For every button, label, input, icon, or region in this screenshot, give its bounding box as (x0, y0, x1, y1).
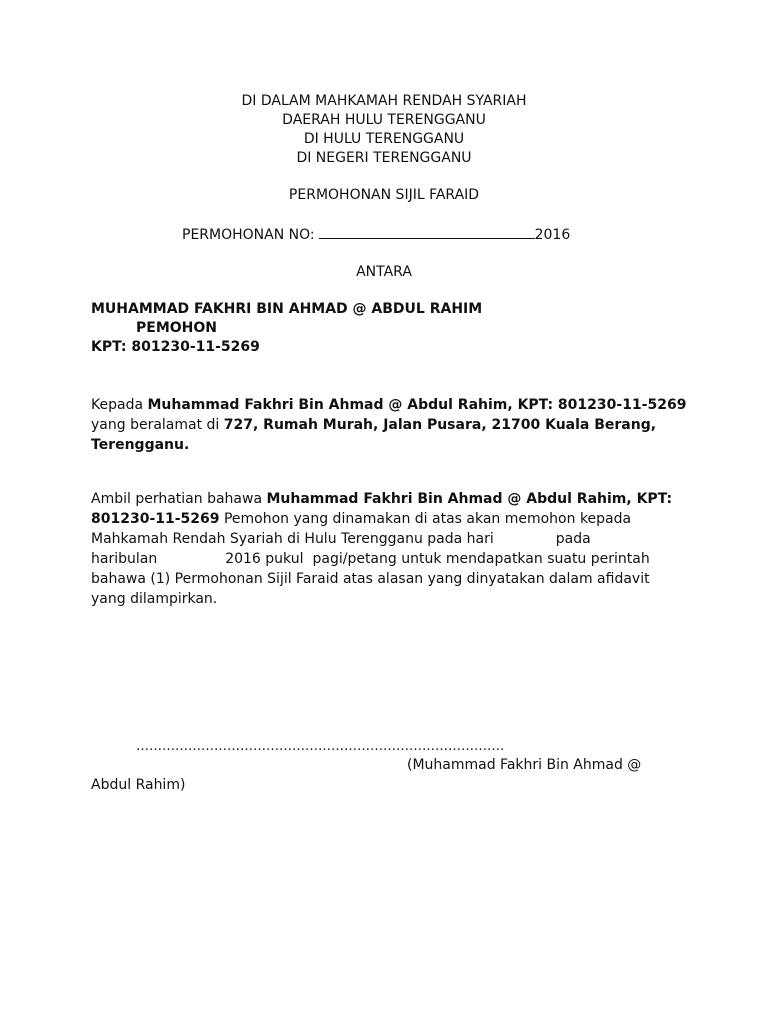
signature-name-line1: (Muhammad Fakhri Bin Ahmad @ (407, 757, 642, 773)
parties-block (91, 300, 482, 357)
court-header-line: DI DALAM MAHKAMAH RENDAH SYARIAH (241, 93, 527, 109)
applicant-role: PEMOHON (136, 320, 217, 336)
notice-line4c: pagi/petang untuk mendapatkan suatu perintah (312, 551, 650, 567)
notice-name-kpt: Muhammad Fakhri Bin Ahmad @ Abdul Rahim, KPT: (266, 491, 673, 507)
notice-line3a: Mahkamah Rendah Syariah di Hulu Terengganu pada hari (91, 531, 494, 547)
document-title: PERMOHONAN SIJIL FARAID (288, 187, 480, 203)
notice-line6: yang dilampirkan. (91, 591, 218, 607)
signature-name-line2: Abdul Rahim) (91, 777, 186, 793)
court-header (0, 92, 768, 168)
court-header-line: DAERAH HULU TERENGGANU (282, 112, 486, 128)
notice-line5: bahawa (1) Permohonan Sijil Faraid atas alasan yang dinyatakan dalam afidavit (91, 571, 650, 587)
signature-line: …………………………………………………………………………. (136, 739, 505, 754)
address-name-kpt: Muhammad Fakhri Bin Ahmad @ Abdul Rahim, KPT: 801230-11-5269 (147, 397, 687, 413)
court-header-line: DI NEGERI TERENGGANU (296, 150, 472, 166)
court-header-line: DI HULU TERENGGANU (303, 131, 465, 147)
application-number-blank (319, 226, 535, 239)
notice-intro: Ambil perhatian bahawa (91, 491, 267, 507)
address-residing: yang beralamat di (91, 417, 224, 433)
address-paragraph (91, 395, 691, 455)
applicant-name: MUHAMMAD FAKHRI BIN AHMAD @ ABDUL RAHIM (91, 301, 483, 317)
address-line2: Terengganu. (91, 437, 190, 453)
notice-line4a: haribulan (91, 551, 158, 567)
applicant-kpt: KPT: 801230-11-5269 (91, 339, 260, 355)
notice-paragraph (91, 489, 691, 609)
application-year: 2016 (534, 227, 571, 243)
notice-line3b: pada (555, 531, 591, 547)
application-number-label: PERMOHONAN NO: (182, 227, 315, 243)
between-heading: ANTARA (356, 264, 412, 280)
notice-line2: Pemohon yang dinamakan di atas akan memohon kepada (219, 511, 632, 527)
notice-kpt-number: 801230-11-5269 (91, 511, 220, 527)
address-to: Kepada (91, 397, 148, 413)
application-number-line (182, 226, 570, 243)
address-line1: 727, Rumah Murah, Jalan Pusara, 21700 Kuala Berang, (223, 417, 657, 433)
notice-line4b: 2016 pukul (225, 551, 304, 567)
